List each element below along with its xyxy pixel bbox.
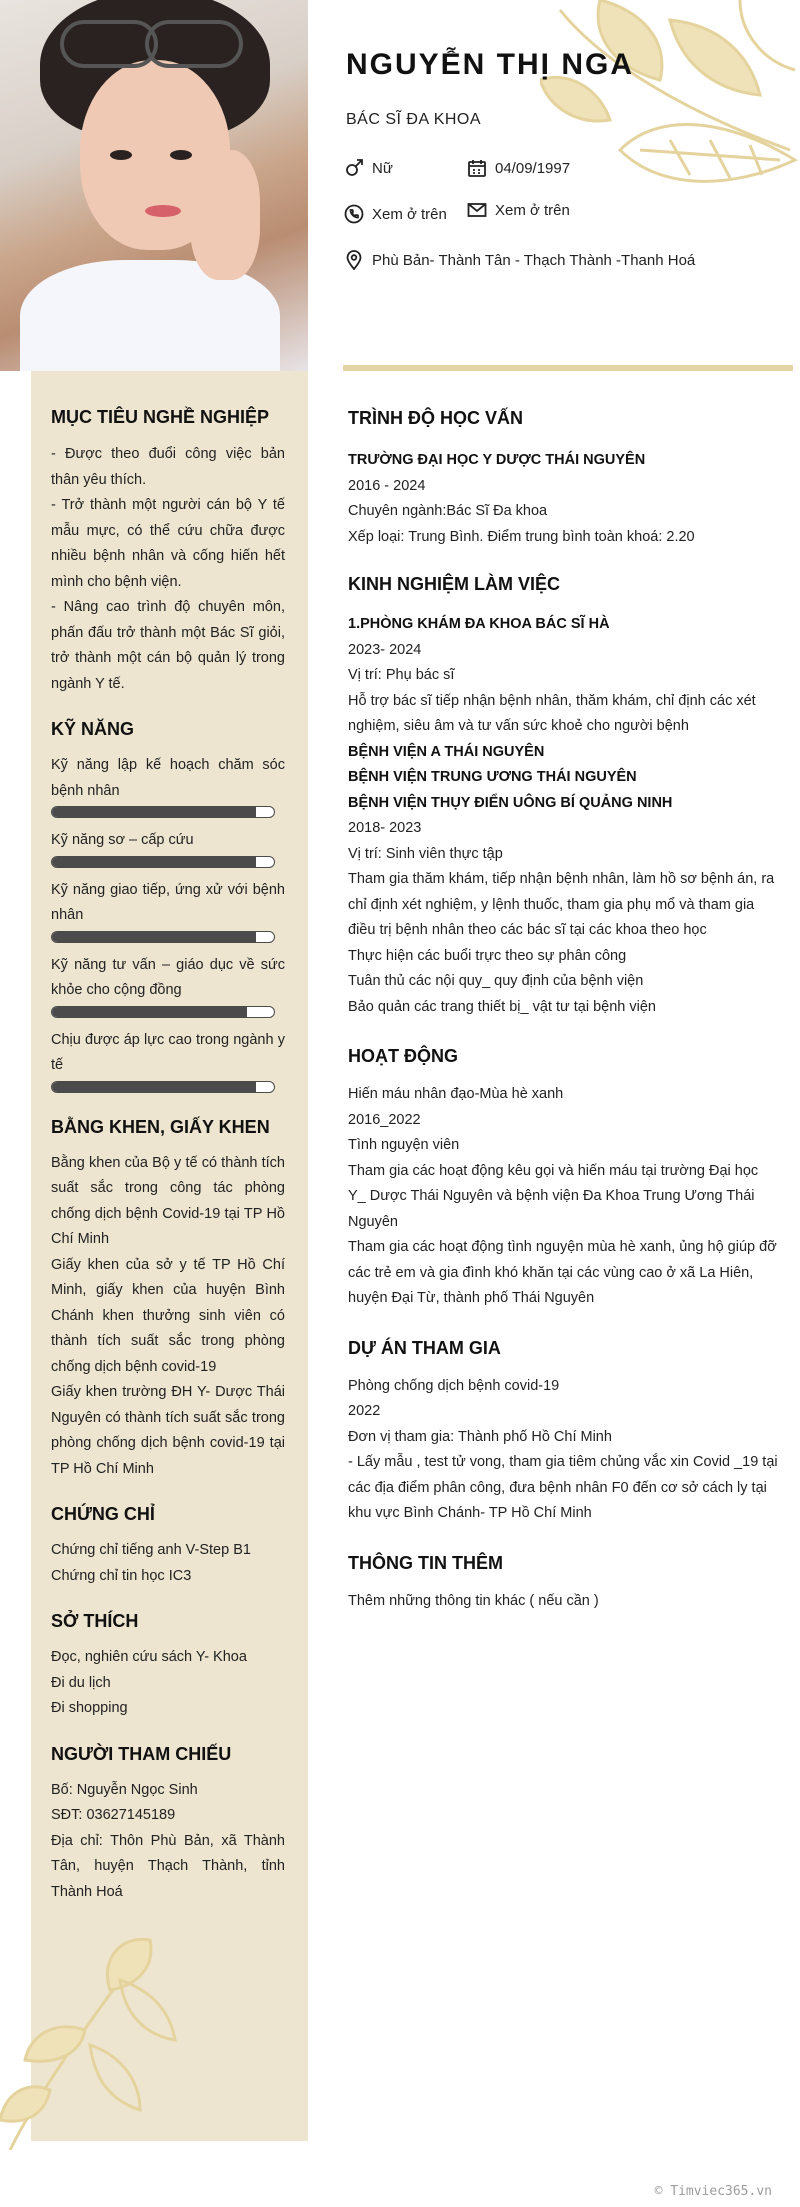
skill-item <box>51 828 285 868</box>
extra-info-line: Thêm những thông tin khác ( nếu cần ) <box>348 1592 599 1609</box>
section-title: DỰ ÁN THAM GIA <box>348 1337 501 1358</box>
right-column <box>348 406 778 1614</box>
reference-line: SĐT: 03627145189 <box>51 1807 176 1823</box>
skill-label: Chịu được áp lực cao trong ngành y tế <box>51 1031 285 1073</box>
section-title: SỞ THÍCH <box>51 1611 139 1631</box>
section-title: TRÌNH ĐỘ HỌC VẤN <box>348 408 523 428</box>
skill-bar-fill <box>52 1082 256 1092</box>
email-icon <box>467 200 487 220</box>
job-description: Hỗ trợ bác sĩ tiếp nhận bệnh nhân, thăm khám, chỉ định các xét nghiệm, siêu âm và tư vấn sức khoẻ cho người bệnh <box>348 692 756 734</box>
section-title: THÔNG TIN THÊM <box>348 1552 503 1573</box>
skill-bar <box>51 1081 275 1093</box>
education-major: Chuyên ngành:Bác Sĩ Đa khoa <box>348 503 548 519</box>
activity-line: Tình nguyện viên <box>348 1137 460 1153</box>
objective-line: - Nâng cao trình độ chuyên môn, phấn đấu trở thành một Bác Sĩ giỏi, trở thành một cán bộ quản lý trong ngành Y tế. <box>51 599 285 692</box>
job-period: 2023- 2024 <box>348 641 422 658</box>
company-name: BỆNH VIỆN THỤY ĐIỂN UÔNG BÍ QUẢNG NINH <box>348 794 673 811</box>
section-title: MỤC TIÊU NGHỀ NGHIỆP <box>51 407 270 427</box>
job-period: 2018- 2023 <box>348 820 422 836</box>
job-position: Vị trí: Phụ bác sĩ <box>348 667 455 683</box>
section-title: KINH NGHIỆM LÀM VIỆC <box>348 574 561 594</box>
footer-watermark: © Timviec365.vn <box>654 2184 772 2199</box>
job-description: Tham gia thăm khám, tiếp nhận bệnh nhân, làm hồ sơ bệnh án, ra chỉ định xét nghiệm, y lệnh thuốc, tham gia phụ mổ và tham gia điều trị bệnh nhân theo các bác sĩ tại các khoa theo học <box>348 871 775 938</box>
section-title: CHỨNG CHỈ <box>51 1504 155 1524</box>
candidate-name: NGUYỄN THỊ NGA <box>346 48 635 81</box>
phone-value: Xem ở trên <box>372 205 447 223</box>
gender-value: Nữ <box>372 159 393 177</box>
gender-icon <box>344 158 364 178</box>
company-name: BỆNH VIỆN A THÁI NGUYÊN <box>348 743 545 760</box>
award-line: Giấy khen của sở y tế TP Hồ Chí Minh, giấy khen của huyện Bình Chánh khen thưởng sinh viên có thành tích suất sắc trong phòng chống dịch bệnh covid-19 <box>51 1256 285 1375</box>
activity-line: Tham gia các hoạt động tình nguyện mùa hè xanh, ủng hộ giúp đỡ các trẻ em và gia đình khó khăn tại các vùng cao ở xã La Hiên, huyện Đại Từ, thành phố Thái Nguyên <box>348 1239 777 1306</box>
hobby-line: Đọc, nghiên cứu sách Y- Khoa <box>51 1649 247 1665</box>
job-position: Vị trí: Sinh viên thực tập <box>348 845 503 862</box>
education-period: 2016 - 2024 <box>348 477 426 494</box>
skill-bar-fill <box>52 857 256 867</box>
certificate-line: Chứng chỉ tiếng anh V-Step B1 <box>51 1542 251 1558</box>
phone-info <box>344 204 447 224</box>
header-divider <box>343 365 793 371</box>
section-title: HOẠT ĐỘNG <box>348 1046 458 1066</box>
reference-line: Bố: Nguyễn Ngọc Sinh <box>51 1781 198 1798</box>
skill-label: Kỹ năng tư vấn – giáo dục về sức khỏe cho cộng đồng <box>51 956 285 998</box>
job-description: Tuân thủ các nội quy_ quy định của bệnh viện <box>348 973 644 989</box>
skill-item <box>51 953 285 1018</box>
activity-line: Tham gia các hoạt động kêu gọi và hiến máu tại trường Đại học Y_ Dược Thái Nguyên và bệnh viện Đa Khoa Trung Ương Thái Nguyên <box>348 1162 759 1230</box>
project-line: - Lấy mẫu , test tử vong, tham gia tiêm chủng vắc xin Covid _19 tại các địa điểm phân công, đưa bệnh nhân F0 đến cơ sở cách ly tại khu vực Bình Chánh- TP Hồ Chí Minh <box>348 1454 778 1521</box>
skill-bar <box>51 1006 275 1018</box>
reference-line: Địa chỉ: Thôn Phù Bản, xã Thành Tân, huyện Thạch Thành, tỉnh Thành Hoá <box>51 1832 285 1900</box>
address-info <box>344 250 695 270</box>
dob-info <box>467 158 570 178</box>
leaf-decoration-icon <box>0 1920 180 2150</box>
education-grade: Xếp loại: Trung Bình. Điểm trung bình toàn khoá: 2.20 <box>348 528 695 545</box>
activity-line: Hiến máu nhân đạo-Mùa hè xanh <box>348 1086 564 1102</box>
skill-item <box>51 753 285 818</box>
objective-line: - Trở thành một người cán bộ Y tế mẫu mực, có thể cứu chữa được nhiều bệnh nhân và cống hiến hết mình cho bệnh viện. <box>51 497 285 590</box>
project-line: 2022 <box>348 1403 381 1419</box>
award-line: Bằng khen của Bộ y tế có thành tích suất sắc trong công tác phòng chống dịch bệnh Covid-19 tại TP Hồ Chí Minh <box>51 1154 285 1247</box>
skill-label: Kỹ năng lập kế hoạch chăm sóc bệnh nhân <box>51 757 285 799</box>
skill-item <box>51 878 285 943</box>
company-name: BỆNH VIỆN TRUNG ƯƠNG THÁI NGUYÊN <box>348 769 637 785</box>
hobby-line: Đi du lịch <box>51 1674 111 1691</box>
objective-line: - Được theo đuổi công việc bản thân yêu thích. <box>51 446 285 488</box>
section-title: BẰNG KHEN, GIẤY KHEN <box>51 1116 270 1137</box>
calendar-icon <box>467 158 487 178</box>
job-title: BÁC SĨ ĐA KHOA <box>346 111 482 128</box>
skill-label: Kỹ năng sơ – cấp cứu <box>51 832 194 848</box>
email-info <box>467 200 570 220</box>
skill-item <box>51 1028 285 1093</box>
activity-line: 2016_2022 <box>348 1111 421 1128</box>
company-name: 1.PHÒNG KHÁM ĐA KHOA BÁC SĨ HÀ <box>348 616 610 632</box>
school-name: TRƯỜNG ĐẠI HỌC Y DƯỢC THÁI NGUYÊN <box>348 452 646 468</box>
project-line: Đơn vị tham gia: Thành phố Hồ Chí Minh <box>348 1428 612 1445</box>
skill-label: Kỹ năng giao tiếp, ứng xử với bệnh nhân <box>51 881 285 923</box>
dob-value: 04/09/1997 <box>495 159 571 177</box>
award-line: Giấy khen trường ĐH Y- Dược Thái Nguyên có thành tích suất sắc trong phòng chống dịch bệnh covid-19 tại TP Hồ Chí Minh <box>51 1384 285 1477</box>
skill-bar <box>51 931 275 943</box>
phone-icon <box>344 204 364 224</box>
skill-bar <box>51 806 275 818</box>
gender-info <box>344 158 393 178</box>
project-line: Phòng chống dịch bệnh covid-19 <box>348 1377 560 1394</box>
job-description: Bảo quản các trang thiết bị_ vật tư tại bệnh viện <box>348 998 656 1015</box>
certificate-line: Chứng chỉ tin học IC3 <box>51 1567 192 1584</box>
section-title: NGƯỜI THAM CHIẾU <box>51 1743 232 1764</box>
skill-bar-fill <box>52 932 256 942</box>
hobby-line: Đi shopping <box>51 1700 128 1716</box>
leaf-decoration-icon <box>540 0 800 240</box>
skill-bar <box>51 856 275 868</box>
skill-bar-fill <box>52 1007 247 1017</box>
profile-photo <box>0 0 308 371</box>
address-value: Phù Bản- Thành Tân - Thạch Thành -Thanh Hoá <box>372 251 696 269</box>
skills-list <box>51 753 285 1093</box>
section-title: KỸ NĂNG <box>51 719 135 739</box>
location-pin-icon <box>344 250 364 270</box>
email-value: Xem ở trên <box>495 201 570 219</box>
job-description: Thực hiện các buổi trực theo sự phân công <box>348 947 627 964</box>
skill-bar-fill <box>52 807 256 817</box>
left-column <box>51 405 285 1905</box>
